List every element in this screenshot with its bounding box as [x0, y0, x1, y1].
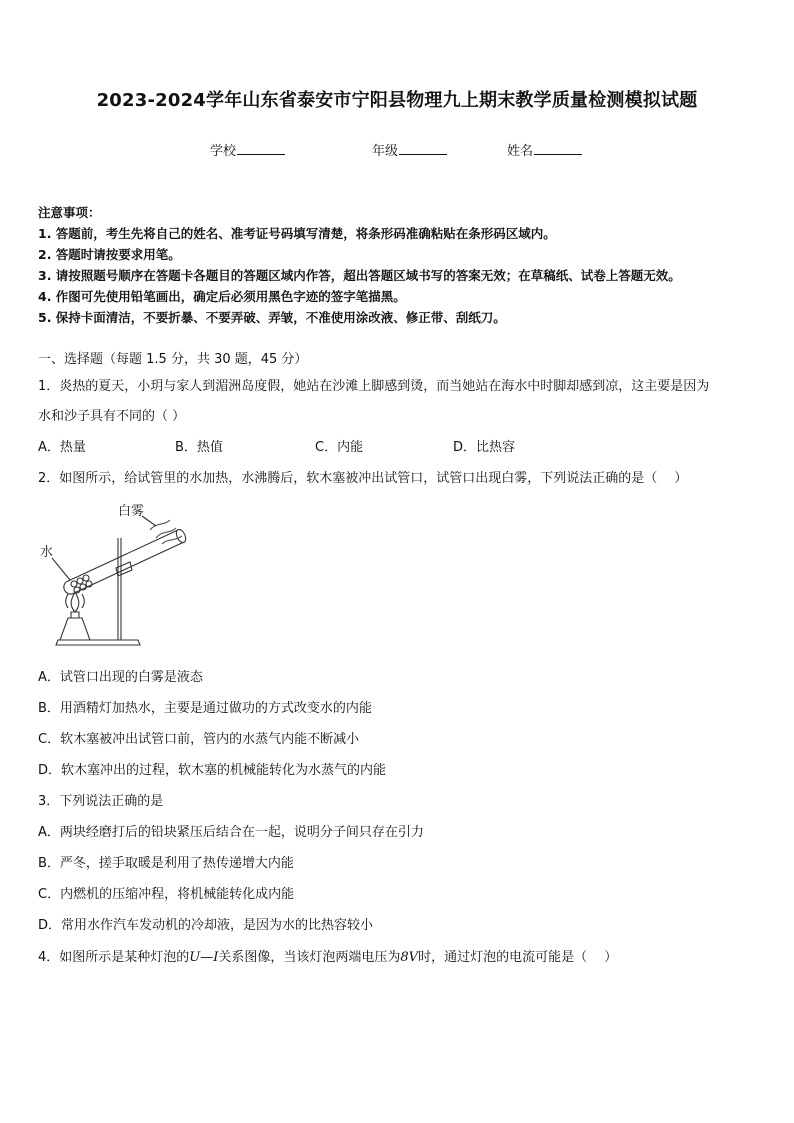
notice-item: 5. 保持卡面清洁，不要折暴、不要弄破、弄皱，不准使用涂改液、修正带、刮纸刀。 — [38, 310, 506, 325]
q2-option-d[interactable]: D．软木塞冲出的过程，软木塞的机械能转化为水蒸气的内能 — [38, 763, 387, 778]
q1-option-b[interactable]: B．热值 — [175, 440, 223, 455]
notice-heading: 注意事项： — [38, 205, 101, 220]
q4-stem-prefix: 4．如图所示是某种灯泡的 — [38, 950, 190, 965]
school-label: 学校 — [210, 144, 237, 159]
name-blank[interactable] — [534, 142, 582, 155]
q1-stem-line2: 水和沙子具有不同的（ ） — [38, 409, 186, 424]
q2-option-c[interactable]: C．软木塞被冲出试管口前，管内的水蒸气内能不断减小 — [38, 732, 360, 747]
notice-item: 1. 答题前，考生先将自己的姓名、准考证号码填写清楚，将条形码准确粘贴在条形码区域内。 — [38, 226, 556, 241]
grade-label: 年级 — [372, 144, 399, 159]
flame — [71, 592, 79, 612]
water-label: 水 — [40, 545, 54, 560]
q1-option-d[interactable]: D．比热容 — [453, 440, 516, 455]
test-tube-diagram — [38, 500, 198, 650]
q4-stem — [38, 946, 617, 965]
q1-option-c[interactable]: C．内能 — [315, 440, 364, 455]
test-tube-figure — [38, 500, 198, 650]
notice-item: 4. 作图可先使用铅笔画出，确定后必须用黑色字迹的签字笔描黑。 — [38, 289, 406, 304]
q1-option-a[interactable]: A．热量 — [38, 440, 86, 455]
q3-option-c[interactable]: C．内燃机的压缩冲程，将机械能转化成内能 — [38, 887, 295, 902]
section-heading: 一、选择题（每题 1.5 分，共 30 题，45 分） — [38, 352, 308, 367]
q3-stem: 3．下列说法正确的是 — [38, 794, 164, 809]
stand-base — [56, 640, 140, 645]
q2-stem: 2．如图所示，给试管里的水加热，水沸腾后，软木塞被冲出试管口，试管口出现白雾，下列说法正确的是（ ） — [38, 471, 688, 486]
q2-option-b[interactable]: B．用酒精灯加热水，主要是通过做功的方式改变水的内能 — [38, 701, 372, 716]
notice-item: 2. 答题时请按要求用笔。 — [38, 247, 181, 262]
school-blank[interactable] — [237, 142, 285, 155]
q4-voltage: 8V — [400, 950, 419, 965]
name-field[interactable] — [507, 140, 582, 159]
q1-options — [0, 436, 794, 456]
notice-item: 3. 请按照题号顺序在答题卡各题目的答题区域内作答，超出答题区域书写的答案无效；在草稿纸、试卷上答题无效。 — [38, 268, 681, 283]
q4-stem-middle: 关系图像，当该灯泡两端电压为 — [218, 950, 401, 965]
q3-option-a[interactable]: A．两块经磨打后的铅块紧压后结合在一起，说明分子间只存在引力 — [38, 825, 424, 840]
q1-stem-line1: 1．炎热的夏天，小玥与家人到湄洲岛度假，她站在沙滩上脚感到烫，而当她站在海水中时脚却感到凉，这主要是因为 — [38, 379, 710, 394]
page-title: 2023-2024学年山东省泰安市宁阳县物理九上期末教学质量检测模拟试题 — [96, 90, 698, 111]
school-field[interactable] — [210, 140, 285, 159]
q4-ui-symbol: U—I — [189, 950, 219, 965]
q3-option-d[interactable]: D．常用水作汽车发动机的冷却液，是因为水的比热容较小 — [38, 918, 374, 933]
grade-blank[interactable] — [399, 142, 447, 155]
grade-field[interactable] — [372, 140, 447, 159]
student-info-row — [0, 140, 794, 160]
mist-label: 白雾 — [118, 504, 145, 519]
q2-option-a[interactable]: A．试管口出现的白雾是液态 — [38, 670, 203, 685]
name-label: 姓名 — [507, 144, 534, 159]
q3-option-b[interactable]: B．严冬，搓手取暖是利用了热传递增大内能 — [38, 856, 294, 871]
q4-stem-suffix: 时，通过灯泡的电流可能是（ ） — [418, 950, 618, 965]
alcohol-lamp — [60, 618, 90, 640]
